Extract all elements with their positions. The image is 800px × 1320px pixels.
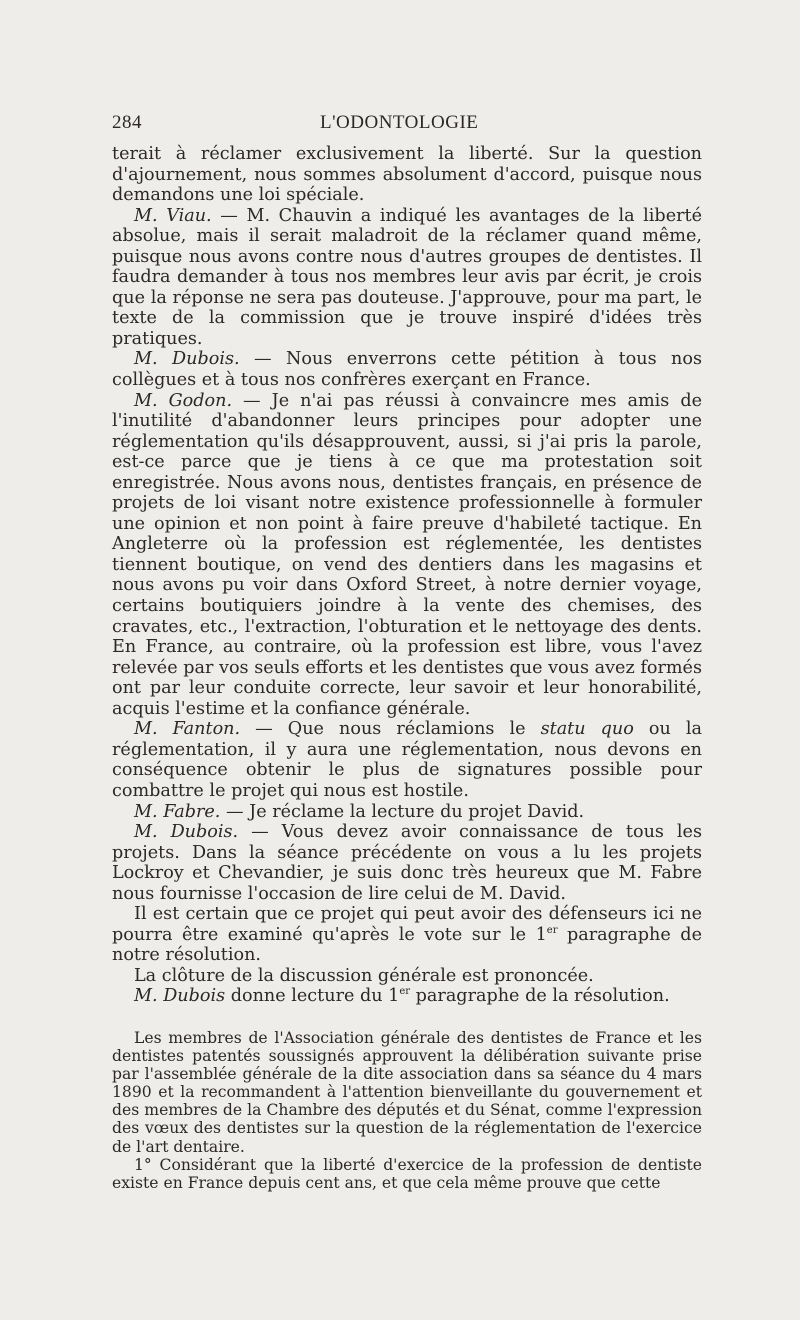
paragraph-text: La clôture de la discussion générale est prononcée. bbox=[134, 965, 594, 986]
speaker-name: M. Dubois. bbox=[134, 349, 240, 370]
paragraph-text: — Nous enverrons cette pétition à tous nos collègues et à tous nos confrères exerçant en France. bbox=[112, 349, 702, 391]
paragraph-text: — Je n'ai pas réussi à convaincre mes amis de l'inutilité d'abandonner leurs principes pour adopter une réglementation qu'ils désapprouvent, aussi, si j'ai pris la parole, est-ce parce que je tiens à ce que ma protestation soit enregistrée. Nous avons nous, dentistes français, en présence de projets de loi visant notre existence professionnelle à formuler une opinion et non point à faire preuve d'habileté tactique. En Angleterre où la profession est réglementée, les dentistes tiennent boutique, on vend des dentiers dans les magasins et nous avons pu voir dans Oxford Street, à notre dernier voyage, certains boutiquiers joindre à la vente des chemises, des cravates, etc., l'extraction, l'obturation et le nettoyage des dents. En France, au contraire, où la profession est libre, vous l'avez relevée par vos seuls efforts et les dentistes que vous avez formés ont par leur conduite correcte, leur savoir et leur honorabilité, acquis l'estime et la confiance générale. bbox=[112, 390, 703, 719]
paragraph-text: paragraphe de notre résolution. bbox=[112, 924, 702, 966]
discussion-text bbox=[112, 144, 702, 1007]
resolution-paragraph: Les membres de l'Association générale des dentistes de France et les dentistes patentés soussignés approuvent la délibération suivante prise par l'assemblée générale de la dite association dans sa séance du 4 mars 1890 et la recommandent à l'attention bienveillante du gouvernement et des membres de la Chambre des députés et du Sénat, comme l'expression des vœux des dentistes sur la question de la réglementation de l'exercice de l'art dentaire. bbox=[112, 1028, 702, 1156]
resolution-text bbox=[112, 1029, 702, 1192]
paragraph-text: — Vous devez avoir connaissance de tous les projets. Dans la séance précédente on vous a lu les projets Lockroy et Chevandier, je suis donc très heureux que M. Fabre nous fournisse l'occasion de lire celui de M. David. bbox=[112, 822, 702, 904]
paragraph-text: — M. Chauvin a indiqué les avantages de la liberté absolue, mais il serait maladroit de la réclamer quand même, puisque nous avons contre nous d'autres groupes de dentistes. Il faudra demander à tous nos membres leur avis par écrit, je crois que la réponse ne sera pas douteuse. J'approuve, pour ma part, le texte de la commission que je trouve inspiré d'idées très pratiques. bbox=[112, 205, 702, 349]
paragraph-text: — Je réclame la lecture du projet David. bbox=[220, 801, 585, 822]
page-number: 284 bbox=[112, 112, 142, 133]
paragraph bbox=[112, 822, 702, 904]
paragraph bbox=[112, 206, 702, 350]
speaker-name: M. Dubois bbox=[134, 986, 226, 1007]
paragraph-text: Il est certain que ce projet qui peut avoir des défenseurs ici ne pourra être examiné qu'après le vote sur le 1 bbox=[112, 904, 702, 945]
paragraph-text: donne lecture du 1 bbox=[225, 986, 400, 1007]
page-header bbox=[112, 112, 702, 144]
paragraph bbox=[112, 986, 702, 1007]
paragraph-text: ou la réglementation, il y aura une réglementation, nous devons en conséquence obtenir le plus de signatures possible pour combattre le projet qui nous est hostile. bbox=[112, 719, 702, 801]
speaker-name: M. Fabre. bbox=[134, 801, 221, 822]
paragraph bbox=[112, 966, 702, 987]
speaker-name: M. Fanton. bbox=[134, 719, 241, 740]
italic-phrase: statu quo bbox=[540, 719, 634, 740]
paragraph bbox=[112, 904, 702, 966]
superscript: er bbox=[546, 924, 558, 936]
paragraph-text: terait à réclamer exclusivement la liberté. Sur la question d'ajournement, nous sommes absolument d'accord, puisque nous demandons une loi spéciale. bbox=[112, 144, 702, 206]
speaker-name: M. Viau. bbox=[134, 205, 212, 226]
paragraph bbox=[112, 144, 702, 206]
resolution-paragraph: 1° Considérant que la liberté d'exercice de la profession de dentiste existe en France depuis cent ans, et que cela même prouve que cette bbox=[112, 1155, 702, 1192]
document-page bbox=[112, 112, 702, 1192]
paragraph bbox=[112, 391, 702, 720]
running-title: L'ODONTOLOGIE bbox=[320, 112, 479, 133]
paragraph-text: paragraphe de la résolution. bbox=[410, 986, 670, 1007]
paragraph bbox=[112, 719, 702, 801]
speaker-name: M. Godon. bbox=[134, 390, 233, 411]
paragraph bbox=[112, 349, 702, 390]
superscript: er bbox=[399, 986, 411, 998]
speaker-name: M. Dubois. bbox=[134, 822, 239, 843]
paragraph-text: — Que nous réclamions le bbox=[240, 719, 541, 740]
paragraph bbox=[112, 802, 702, 823]
